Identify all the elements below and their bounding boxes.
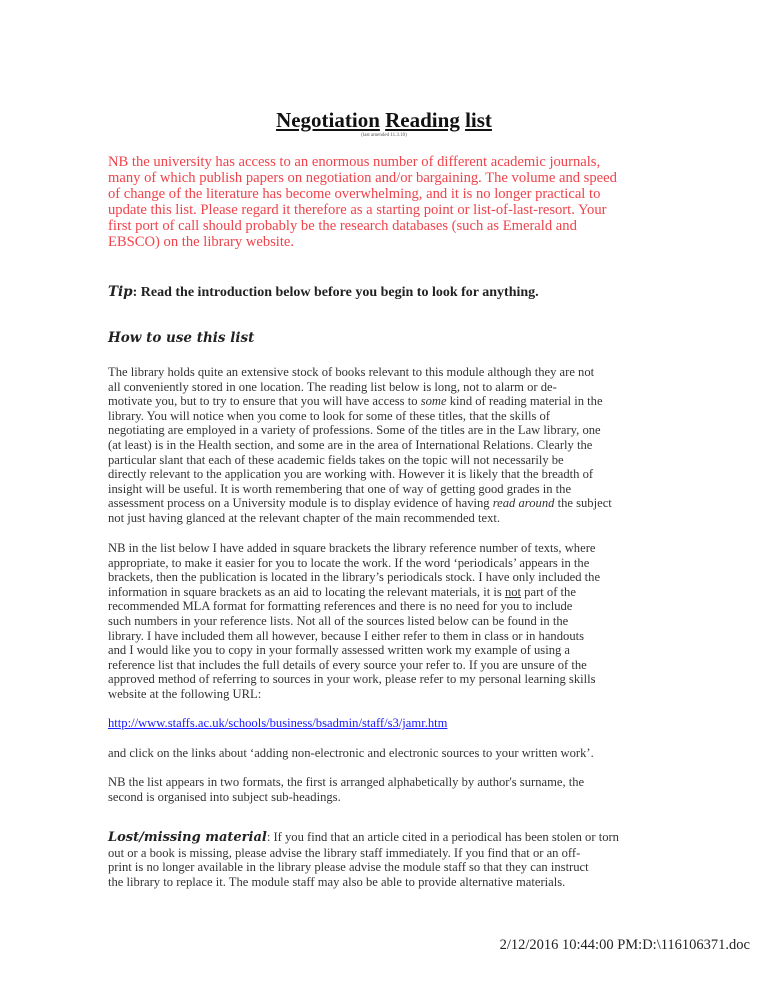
text-line: EBSCO) on the library website.	[108, 234, 295, 251]
text-line: print is no longer available in the library please advise the module staff so that they can instruct	[108, 860, 589, 875]
page-title	[0, 108, 768, 133]
tip-paragraph	[108, 284, 708, 301]
text-line: brackets, then the publication is located in the library’s periodicals stock. I have only included the	[108, 570, 601, 585]
text-line: such numbers in your reference lists. Not all of the sources listed below can be found in the	[108, 613, 569, 628]
text-line: particular slant that each of these academic fields takes on the topic will not necessarily be	[108, 452, 564, 467]
click-instruction: and click on the links about ‘adding non-electronic and electronic sources to your written work’.	[108, 746, 594, 760]
text-line	[108, 585, 708, 600]
text-line: all conveniently stored in one location. The reading list below is long, not to alarm or de-	[108, 379, 557, 394]
lost-material-paragraph	[108, 830, 708, 889]
text-line: (at least) is in the Health section, and some are in the area of International Relations. Clearly the	[108, 437, 593, 452]
tip-label: Tip	[108, 284, 133, 300]
text-line: NB the list appears in two formats, the first is arranged alphabetically by author's surname, the	[108, 775, 585, 789]
text-line: negotiating are employed in a variety of professions. Some of the titles are in the Law library, one	[108, 423, 601, 438]
nb-paragraph	[108, 541, 708, 702]
text-line: recommended MLA format for formatting references and there is no need for you to include	[108, 599, 573, 614]
url-paragraph	[108, 716, 708, 731]
notice-paragraph	[108, 154, 708, 251]
text-line: directly relevant to the application you are working with. However it is likely that the breadth of	[108, 467, 594, 482]
text-line: approved method of referring to sources in your work, please refer to my personal learning skills	[108, 672, 596, 687]
section-heading: How to use this list	[108, 330, 255, 346]
text-run: motivate you, but to try to ensure that you will have access to	[108, 394, 421, 409]
text-line: second is organised into subject sub-headings.	[108, 789, 341, 804]
emphasis: not	[504, 584, 522, 599]
text-line: and I would like you to copy in your formally assessed written work my example of using a	[108, 643, 571, 658]
text-run: the subject	[554, 496, 612, 511]
text-line: many of which publish papers on negotiation and/or bargaining. The volume and speed	[108, 170, 617, 187]
text-run: kind of reading material in the	[446, 394, 603, 409]
intro-paragraph	[108, 365, 708, 526]
text-line: library. I have included them all however, because I either refer to them in class or in handouts	[108, 628, 585, 643]
text-line: NB the university has access to an enormous number of different academic journals,	[108, 154, 601, 170]
document-footer: 2/12/2016 10:44:00 PM:D:\116106371.doc	[499, 937, 750, 953]
text-line	[108, 394, 708, 409]
text-line: insight will be useful. It is worth remembering that one of way of getting good grades in the	[108, 481, 572, 496]
title-word: Reading	[385, 108, 460, 132]
text-line: The library holds quite an extensive stock of books relevant to this module although they are not	[108, 365, 595, 379]
formats-paragraph	[108, 775, 708, 804]
text-line: out or a book is missing, please advise the library staff immediately. If you find that or an off-	[108, 845, 581, 860]
text-line	[108, 830, 708, 846]
text-run: assessment process on a University module is to display evidence of having	[108, 496, 493, 511]
title-word: list	[465, 108, 492, 132]
text-line: library. You will notice when you come to look for some of these titles, that the skills of	[108, 408, 550, 423]
text-line: NB in the list below I have added in square brackets the library reference number of texts, where	[108, 541, 596, 555]
tip-text: : Read the introduction below before you begin to look for anything.	[132, 285, 539, 300]
text-line: first port of call should probably be the research databases (such as Emerald and	[108, 218, 577, 235]
amended-date: (last amended 11.3.10)	[361, 133, 407, 138]
emphasis: some	[420, 394, 447, 409]
text-run: information in square brackets as an aid to locating the relevant materials, it is	[108, 584, 505, 599]
text-line	[108, 496, 708, 511]
text-line: of change of the literature has become overwhelming, and it is no longer practical to	[108, 186, 601, 203]
lost-material-label: Lost/missing material	[108, 830, 267, 845]
text-line: reference list that includes the full details of every source your refer to. If you are unsure of the	[108, 657, 587, 672]
text-line: the library to replace it. The module staff may also be able to provide alternative materials.	[108, 874, 566, 889]
text-run: part of the	[521, 584, 576, 599]
learning-skills-link[interactable]: http://www.staffs.ac.uk/schools/business/bsadmin/staff/s3/jamr.htm	[108, 716, 448, 730]
text-line: update this list. Please regard it therefore as a starting point or list-of-last-resort. Your	[108, 202, 607, 219]
emphasis: read around	[492, 496, 555, 511]
text-line: appropriate, to make it easier for you to locate the work. If the word ‘periodicals’ appears in the	[108, 555, 590, 570]
title-word: Negotiation	[276, 108, 380, 132]
text-line: website at the following URL:	[108, 686, 262, 701]
text-line: not just having glanced at the relevant chapter of the main recommended text.	[108, 510, 501, 525]
text-run: : If you find that an article cited in a periodical has been stolen or torn	[266, 830, 619, 844]
